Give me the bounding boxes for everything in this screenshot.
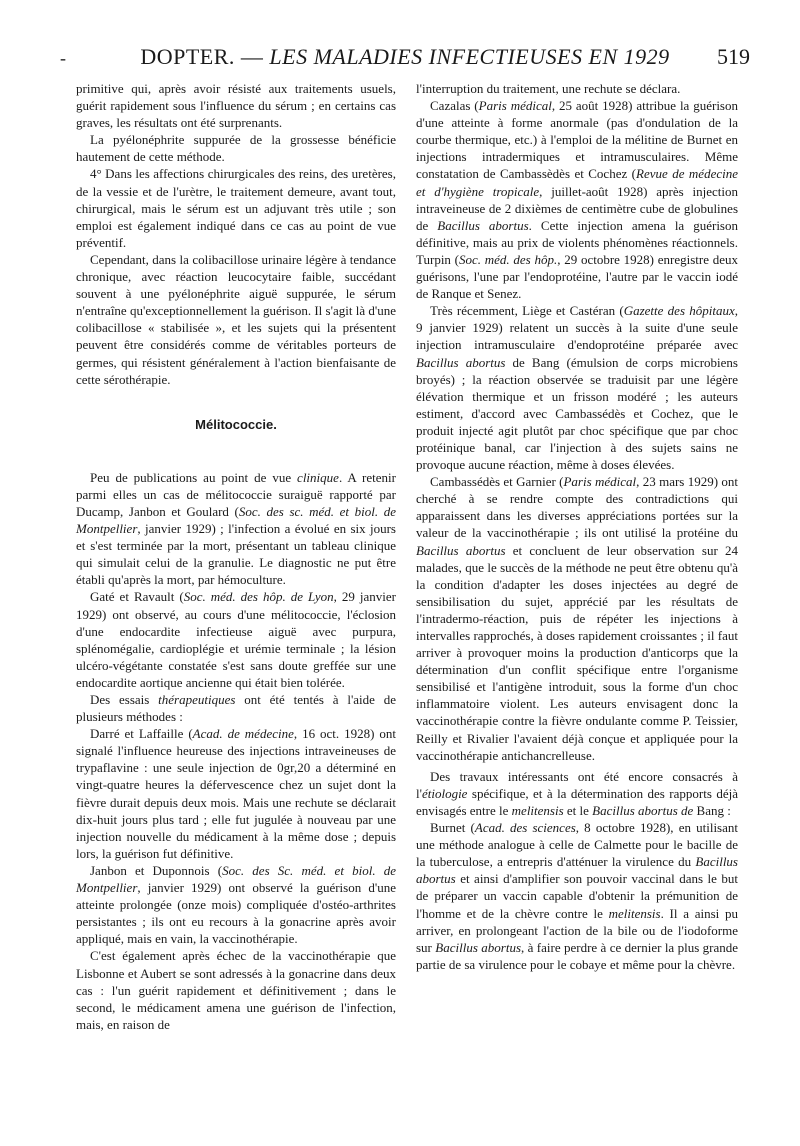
right-column [416, 80, 738, 973]
paragraph: 4° Dans les affections chirurgicales des reins, des uretères, de la vessie et de l'urètre, le traitement demeure, avant tout, chirurgical, mais le sérum est un adjuvant très utile ; son emploi est également indiqué dans ce cas au point de vue préventif. [76, 166, 396, 250]
header-author: DOPTER. — [140, 44, 270, 69]
section-title: Mélitococcie. [195, 416, 277, 432]
paragraph: Cambassédès et Garnier (Paris médical, 23 mars 1929) ont cherché à se rendre compte des contradictions qui apparaissent dans les diverses appréciations portées sur la valeur de la vaccinothérapie ; ils ont utilisé la protéine du Bacillus abortus et concluent de leur observation sur 24 malades, que le succès de la méthode ne peut être obtenu qu'à la condition d'adapter les doses injectées au degré de sensibilisation du sujet, apprécié par les résultats de l'intradermo-réaction, puis de répéter les injections à intervalles rapprochés, à doses rapidement croissantes ; il faut arriver à provoquer moins la production d'anticorps que la détermination d'un conflit spécifique entre l'organisme sensibilisé et l'antigène introduit, sous la forme d'un choc inflammatoire violent. Les auteurs envisagent donc la vaccinothérapie contre la fièvre ondulante comme P. Teissier, Reilly et Rivalier l'avaient déjà conçue et appliquée pour la vaccinothérapie antichancrelleuse. [416, 474, 739, 763]
running-header [60, 44, 750, 80]
paragraph: Très récemment, Liège et Castéran (Gazette des hôpitaux, 9 janvier 1929) relatent un succès à la suite d'une seule injection intramusculaire d'endoprotéine préparée avec Bacillus abortus de Bang (émulsion de corps microbiens broyés) ; la réaction observée se traduisit par une légère élévation thermique et un frisson modéré ; les auteurs estiment, d'accord avec Cambassédès et Cochez, que le produit injecté agit plutôt par choc spécifique que par choc protéinique banal, car l'injection à des sujets sains ne provoque aucune réaction, même à doses élevées. [416, 303, 738, 473]
paragraph: Cazalas (Paris médical, 25 août 1928) attribue la guérison d'une atteinte à forme anormale (pas d'ondulation de la courbe thermique, etc.) à l'emploi de la mélitine de Burnet en injections intradermiques et intramusculaires. Même constatation de Cambassèdès et Cochez (Revue de médecine et d'hygiène tropicale, juillet-août 1928) après injection intraveineuse de 2 dixièmes de centimètre cube de globulines de Bacillus abortus. Cette injection amena la guérison définitive, mais au prix de violents phénomènes réactionnels. Turpin (Soc. méd. des hôp., 29 octobre 1928) enregistre deux guérisons, l'une par l'endoprotéine, l'autre par le vaccin iodé de Ranque et Senez. [416, 98, 738, 302]
paragraph: Janbon et Duponnois (Soc. des Sc. méd. et biol. de Montpellier, janvier 1929) ont observé la guérison d'une atteinte prolongée (onze mois) compliquée d'ostéo-arthrites persistantes ; ils ont eu recours à la gonacrine après avoir appliqué, mais en vain, la vaccinothérapie. [76, 862, 397, 947]
paragraph: primitive qui, après avoir résisté aux traitements usuels, guérit rapidement sous l'influence du sérum ; en certains cas graves, les résultats ont été surprenants. [76, 81, 396, 131]
header-title [60, 44, 750, 70]
paragraph: Gaté et Ravault (Soc. méd. des hôp. de Lyon, 29 janvier 1929) ont observé, au cours d'une mélitococcie, l'éclosion d'une endocardite infectieuse aiguë avec purpura, splénomégalie, cardioplégie et urémie terminale ; la lésion ulcéro-végétante constatée s'est sans doute greffée sur une endocardite aortique ancienne qui était bien tolérée. [76, 589, 397, 690]
paragraph: La pyélonéphrite suppurée de la grossesse bénéficie hautement de cette méthode. [76, 132, 396, 165]
paragraph: Des essais thérapeutiques ont été tentés à l'aide de plusieurs méthodes : [76, 692, 397, 725]
paragraph: C'est également après échec de la vaccinothérapie que Lisbonne et Aubert se sont adressés à la gonacrine dans deux cas : l'un guérit rapidement et définitivement ; dans le second, le médicament amena une guérison de l'infection, mais, en raison de [76, 948, 396, 1032]
paragraph: l'interruption du traitement, une rechute se déclara. [416, 81, 681, 96]
paragraph: Burnet (Acad. des sciences, 8 octobre 1928), en utilisant une méthode analogue à celle de Calmette pour le bacille de la tuberculose, a entrepris d'atténuer la virulence du Bacillus abortus et ainsi d'amplifier son pouvoir vaccinal dans le but de préparer un vaccin capable d'obtenir la prémunition de l'homme et de la chèvre contre le melitensis. Il a ainsi pu arriver, en prolongeant l'action de la bile ou de l'iodoforme sur Bacillus abortus, à faire perdre à ce dernier la plus grande partie de sa virulence pour le cobaye et même pour la chèvre. [416, 820, 739, 972]
paragraph: Peu de publications au point de vue clinique. A retenir parmi elles un cas de mélitococcie suraiguë rapporté par Ducamp, Janbon et Goulard (Soc. des sc. méd. et biol. de Montpellier, janvier 1929) ; l'infection a évolué en six jours et s'est terminée par la mort, présentant un tableau clinique qui simulait celui de la granulie. Le diagnostic ne put être établi qu'après la mort, par hémoculture. [76, 469, 396, 588]
header-title-text: LES MALADIES INFECTIEUSES EN 1929 [269, 44, 670, 69]
paragraph: Darré et Laffaille (Acad. de médecine, 16 oct. 1928) ont signalé l'influence heureuse des injections intraveineuses de trypaflavine : une seule injection de 0gr,20 a déterminé en vingt-quatre heures la défervescence chez un sujet dont la fièvre durait depuis deux mois. Mais une rechute se déclarait dix-huit jours plus tard ; elle fut jugulée à nouveau par une injection nouvelle du médicament à la même dose ; depuis lors, la guérison fut définitive. [76, 726, 396, 861]
page-number: 519 [717, 44, 750, 69]
paragraph: Des travaux intéressants ont été encore consacrés à l'étiologie spécifique, et à la détermination des rapports déjà envisagés entre le melitensis et le Bacillus abortus de Bang : [416, 768, 738, 818]
header-dash: - [60, 48, 66, 68]
left-column [76, 80, 396, 1033]
paragraph: Cependant, dans la colibacillose urinaire légère à tendance chronique, avec réaction leucocytaire faible, succédant souvent à une pyélonéphrite aiguë suppurée, le sérum n'entraîne qu'exceptionnellement la guérison. Il s'agit là d'une colibacillose « stabilisée », et les sujets qui la présentent peuvent être considérés comme de véritables porteurs de germes, qui résistent généralement à l'action bienfaisante de cette sérothérapie. [76, 251, 396, 387]
